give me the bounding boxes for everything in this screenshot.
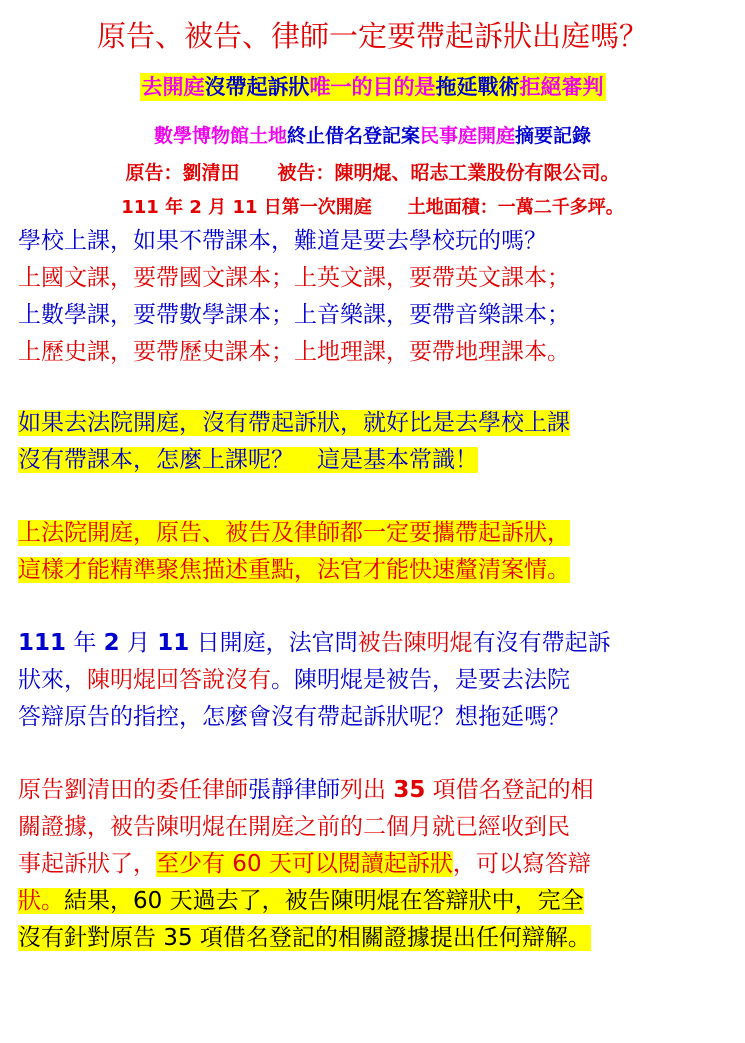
hearing-line-1 (18, 625, 745, 662)
court-analogy-paragraph (18, 405, 745, 479)
subtitle-part-2: 沒帶起訴狀 (204, 75, 310, 99)
case-part-4: 摘要記錄 (515, 125, 592, 147)
hearing-line-2 (18, 662, 745, 699)
hearing-line-3: 答辯原告的指控，怎麼會沒有帶起訴狀呢？想拖延嗎？ (18, 704, 570, 730)
analogy-line-2: 沒有帶課本，怎麼上課呢？ 這是基本常識！ (18, 447, 478, 473)
hearing-text-3: 日開庭，法官問 (189, 630, 358, 656)
subtitle-part-5: 拒絕審判 (519, 75, 604, 99)
lawyer-highlight: 至少有 60 天可以閱讀起訴狀 (156, 851, 453, 877)
hearing-year: 111 (18, 630, 67, 656)
must-bring-line-1: 上法院開庭，原告、被告及律師都一定要攜帶起訴狀， (18, 520, 570, 546)
school-line-2: 上國文課，要帶國文課本；上英文課，要帶英文課本； (18, 265, 570, 291)
hearing-month: 2 (103, 630, 120, 656)
case-part-1: 數學博物館土地 (153, 125, 287, 147)
hearing-answer: 陳明焜回答說沒有 (87, 667, 271, 693)
must-bring-paragraph (18, 515, 745, 589)
parties-line: 原告：劉清田 被告：陳明焜、昭志工業股份有限公司。 (125, 162, 620, 184)
page-title: 原告、被告、律師一定要帶起訴狀出庭嗎？ (96, 19, 648, 53)
subtitle-part-1: 去開庭 (141, 75, 205, 99)
subtitle (0, 71, 745, 101)
case-part-3: 民事庭開庭 (420, 125, 516, 147)
case-line (0, 121, 745, 148)
lawyer-text-2: 列出 (340, 777, 394, 803)
case-part-2: 終止借名登記案 (286, 125, 420, 147)
must-bring-line-2: 這樣才能精準聚焦描述重點，法官才能快速釐清案情。 (18, 557, 570, 583)
hearing-text-5: 狀來， (18, 667, 87, 693)
lawyer-line-4 (18, 883, 745, 920)
lawyer-line-1 (18, 772, 745, 809)
date-text-3: 日第一次開庭 土地面積：一萬二千多坪。 (257, 197, 624, 218)
hearing-text-4: 有沒有帶起訴 (472, 630, 611, 656)
hearing-text-6: 。陳明焜是被告，是要去法院 (271, 667, 570, 693)
subtitle-part-3: 唯一的目的是 (309, 75, 436, 99)
lawyer-line-3 (18, 846, 745, 883)
subtitle-part-4: 拖延戰術 (435, 75, 520, 99)
lawyer-text-5: ，可以寫答辯 (452, 851, 591, 877)
lawyer-paragraph (18, 772, 745, 957)
lawyer-line-5 (18, 920, 745, 957)
lawyer-line-2: 關證據，被告陳明焜在開庭之前的二個月就已經收到民 (18, 814, 570, 840)
subtitle-highlight (140, 73, 606, 101)
hearing-text-2: 月 (119, 630, 158, 656)
school-paragraph (18, 223, 745, 371)
analogy-line-1: 如果去法院開庭，沒有帶起訴狀，就好比是去學校上課 (18, 410, 570, 436)
lawyer-text-4: 事起訴狀了， (18, 851, 156, 877)
lawyer-count: 35 (393, 777, 426, 803)
date-day: 11 (232, 197, 258, 218)
lawyer-text-1: 原告劉清田的委任律師 (18, 777, 248, 803)
hearing-day: 11 (157, 630, 190, 656)
date-month: 2 (189, 197, 202, 218)
lawyer-name: 張靜律師 (248, 777, 340, 803)
date-year: 111 (121, 197, 159, 218)
hearing-text-1: 年 (66, 630, 104, 656)
date-text-2: 月 (201, 197, 233, 218)
date-text-1: 年 (158, 197, 190, 218)
hearing-defendant: 被告陳明焜 (357, 630, 473, 656)
lawyer-text-3: 項借名登記的相 (425, 777, 594, 803)
hearing-paragraph (18, 625, 745, 736)
school-line-1: 學校上課，如果不帶課本，難道是要去學校玩的嗎？ (18, 228, 547, 254)
lawyer-text-6: 狀。 (18, 888, 64, 914)
school-line-3: 上數學課，要帶數學課本；上音樂課，要帶音樂課本； (18, 302, 570, 328)
school-line-4: 上歷史課，要帶歷史課本；上地理課，要帶地理課本。 (18, 339, 570, 365)
date-line (0, 193, 745, 219)
lawyer-text-8: 沒有針對原告 35 項借名登記的相關證據提出任何辯解。 (18, 925, 591, 951)
lawyer-text-7: 結果，60 天過去了，被告陳明焜在答辯狀中，完全 (64, 888, 584, 914)
